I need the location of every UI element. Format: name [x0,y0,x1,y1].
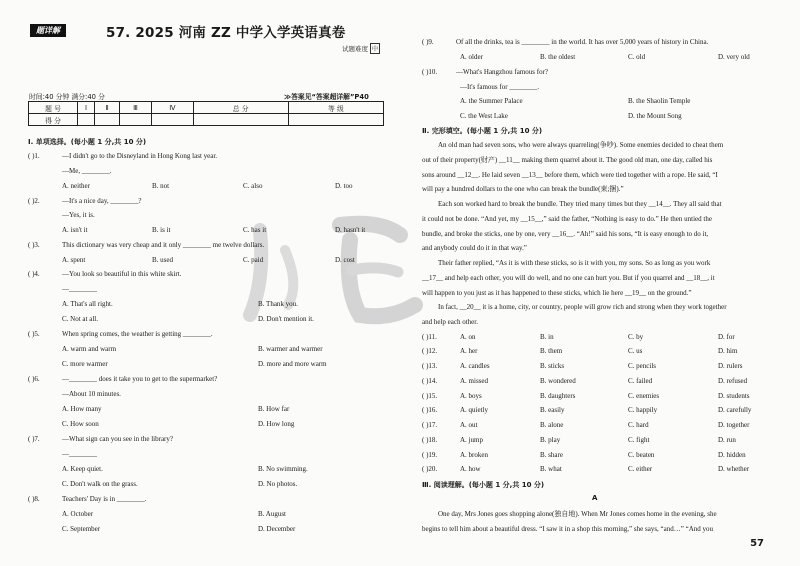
q14-option-a[interactable]: A. missed [460,377,488,385]
q2-option-b[interactable]: B. is it [152,226,171,234]
q18-option-c[interactable]: C. fight [628,436,650,444]
score-table-score-row [29,114,384,126]
q8-option-d[interactable]: D. December [258,525,296,533]
score-input-cell[interactable] [152,114,193,126]
q11-option-c[interactable]: C. by [628,333,644,341]
passage-a-label: A [592,494,598,502]
q1-option-a[interactable]: A. neither [62,182,90,190]
q4-option-a[interactable]: A. That's all right. [62,300,113,308]
q6-stem2: —About 10 minutes. [62,390,121,398]
q3-option-b[interactable]: B. used [152,256,173,264]
q12-option-b[interactable]: B. them [540,347,563,355]
time-score-info: 时间:40 分钟 满分:40 分 [29,93,105,101]
q2-option-a[interactable]: A. isn't it [62,226,88,234]
q2-option-c[interactable]: C. has it [243,226,267,234]
score-cell: 等 级 [288,102,383,114]
q6-option-c[interactable]: C. How soon [62,420,99,428]
q4-stem2: —________ [62,285,97,293]
q2-stem2: —Yes, it is. [62,211,95,219]
passage-line: An old man had seven sons, who were always quarreling(争吵). Some enemies decided to cheat them [438,141,724,149]
q11-option-a[interactable]: A. on [460,333,476,341]
q12-number: ( )12. [422,347,438,355]
score-cell: 题 号 [29,102,78,114]
section1-heading: Ⅰ. 单项选择。(每小题 1 分,共 10 分) [28,138,147,146]
q1-number: ( )1. [28,152,40,160]
difficulty-label: 试题难度 [342,45,368,53]
q1-option-d[interactable]: D. too [335,182,353,190]
q13-option-b[interactable]: B. sticks [540,362,565,370]
q7-option-d[interactable]: D. No photos. [258,480,298,488]
q9-number: ( )9. [422,38,434,46]
q6-number: ( )6. [28,375,40,383]
logo-badge: 题详解 [30,24,66,37]
q13-number: ( )13. [422,362,438,370]
score-cell: 总 分 [193,102,288,114]
q15-option-c[interactable]: C. enemies [628,392,660,400]
q9-option-b[interactable]: B. the oldest [540,53,576,61]
q18-option-d[interactable]: D. run [718,436,736,444]
passage-line: bundle, and broke the sticks, one by one, very __16__. “Ah!” said his sons, “It is easy enough to do it, [422,230,709,238]
passage-line: and anybody could do it in that way.” [422,244,527,252]
q11-number: ( )11. [422,333,437,341]
right-column [400,0,800,566]
q8-number: ( )8. [28,495,40,503]
q15-option-d[interactable]: D. students [718,392,750,400]
q10-option-a[interactable]: A. the Summer Palace [460,97,523,105]
passage-line: In fact, __20__ it is a home, city, or country, people will grow rich and strong when they work together [438,303,727,311]
q1-option-b[interactable]: B. not [152,182,170,190]
q7-stem: —What sign can you see in the library? [62,435,173,443]
q14-number: ( )14. [422,377,438,385]
q12-option-d[interactable]: D. him [718,347,738,355]
q3-number: ( )3. [28,241,40,249]
q5-stem: When spring comes, the weather is getting ________. [62,330,213,338]
q8-option-b[interactable]: B. August [258,510,287,518]
passage-line: and help each other. [422,318,478,326]
q20-option-a[interactable]: A. how [460,465,481,473]
score-table [28,101,384,126]
q14-option-b[interactable]: B. wondered [540,377,576,385]
q18-option-b[interactable]: B. play [540,436,561,444]
section3-heading: Ⅲ. 阅读理解。(每小题 1 分,共 10 分) [422,481,545,489]
score-cell: Ⅰ [78,102,95,114]
q7-option-a[interactable]: A. Keep quiet. [62,465,103,473]
score-input-cell[interactable] [193,114,288,126]
q8-stem: Teachers' Day is in ________. [62,495,147,503]
q16-option-d[interactable]: D. carefully [718,406,752,414]
q3-stem: This dictionary was very cheap and it only ________ me twelve dollars. [62,241,265,249]
q4-option-c[interactable]: C. Not at all. [62,315,98,323]
q4-number: ( )4. [28,270,40,278]
section2-heading: Ⅱ. 完形填空。(每小题 1 分,共 10 分) [422,127,543,135]
passage-line: Their father replied, “As it is with these sticks, so is it with you, my sons. So as long as you work [438,259,711,267]
q15-option-a[interactable]: A. boys [460,392,482,400]
q6-option-a[interactable]: A. How many [62,405,102,413]
q10-option-b[interactable]: B. the Shaolin Temple [628,97,691,105]
score-cell: 得 分 [29,114,78,126]
q13-option-a[interactable]: A. candles [460,362,490,370]
q6-option-b[interactable]: B. How far [258,405,290,413]
passage-line: will happen to you just as it has happened to these sticks, which lie here __19__ on the ground.” [422,289,692,297]
q4-option-d[interactable]: D. Don't mention it. [258,315,314,323]
passage-line: __17__ and help each other, you will do well, and no one can hurt you. But if you quarrel and __18__, it [422,274,715,282]
q10-option-c[interactable]: C. the West Lake [460,112,508,120]
q19-option-d[interactable]: D. hidden [718,451,746,459]
score-input-cell[interactable] [95,114,120,126]
q17-option-a[interactable]: A. out [460,421,478,429]
q11-option-d[interactable]: D. for [718,333,735,341]
score-cell: Ⅲ [119,102,151,114]
q2-option-d[interactable]: D. hasn't it [335,226,366,234]
q5-option-b[interactable]: B. warmer and warmer [258,345,323,353]
score-table-header-row [29,102,384,114]
passage-line: it could not be done. “And yet, my __15__,” said the father, “Nothing is easy to do.” He then untied the [422,215,712,223]
q16-option-a[interactable]: A. quietly [460,406,488,414]
q7-option-c[interactable]: C. Don't walk on the grass. [62,480,138,488]
q12-option-a[interactable]: A. her [460,347,478,355]
q7-stem2: —________ [62,450,97,458]
q5-number: ( )5. [28,330,40,338]
q9-option-a[interactable]: A. older [460,53,483,61]
q10-stem: —What's Hangzhou famous for? [456,68,549,76]
q10-number: ( )10. [422,68,438,76]
passage-line: sons around __12__. He laid seven __13__ before them, which were tied together with a rope. He said, “I [422,171,718,179]
q8-option-c[interactable]: C. September [62,525,101,533]
q12-option-c[interactable]: C. us [628,347,643,355]
q10-stem2: —It's famous for ________. [460,83,540,91]
q3-option-d[interactable]: D. cost [335,256,355,264]
q17-option-b[interactable]: B. alone [540,421,564,429]
q20-option-d[interactable]: D. whether [718,465,750,473]
q6-option-d[interactable]: D. How long [258,420,295,428]
passage-line: will pay a hundred dollars to the one who can break the bundle(束;捆).” [422,185,624,193]
q19-option-b[interactable]: B. share [540,451,563,459]
q13-option-c[interactable]: C. pencils [628,362,656,370]
q2-number: ( )2. [28,197,40,205]
q19-option-c[interactable]: C. beaten [628,451,655,459]
q16-option-c[interactable]: C. happily [628,406,658,414]
q1-stem: —I didn't go to the Disneyland in Hong Kong last year. [62,152,218,160]
q6-stem: —________ does it take you to get to the supermarket? [62,375,218,383]
q8-option-a[interactable]: A. October [62,510,94,518]
q20-option-b[interactable]: B. what [540,465,562,473]
q5-option-c[interactable]: C. more warmer [62,360,108,368]
difficulty-value: 中 [370,43,380,54]
q16-number: ( )16. [422,406,438,414]
q1-option-c[interactable]: C. also [243,182,263,190]
q19-number: ( )19. [422,451,438,459]
passage-line: out of their property(财产) __11__ making them quarrel about it. The good old man, one day, called his [422,156,713,164]
q14-option-d[interactable]: D. refused [718,377,748,385]
q9-option-d[interactable]: D. very old [718,53,750,61]
score-input-cell[interactable] [288,114,383,126]
q20-number: ( )20. [422,465,438,473]
difficulty-indicator [342,43,380,54]
q13-option-d[interactable]: D. rulers [718,362,743,370]
reading-line: begins to tell him about a beautiful dress. “I saw it in a shop this morning,” she says, “and…” “And you [422,525,714,533]
q20-option-c[interactable]: C. either [628,465,653,473]
reading-line: One day, Mrs Jones goes shopping alone(独自地). When Mr Jones comes home in the evening, she [438,510,717,518]
q2-stem: —It's a nice day, ________? [62,197,142,205]
q17-option-d[interactable]: D. together [718,421,750,429]
q3-option-c[interactable]: C. paid [243,256,264,264]
q14-option-c[interactable]: C. failed [628,377,653,385]
q9-option-c[interactable]: C. old [628,53,646,61]
q16-option-b[interactable]: B. easily [540,406,565,414]
q17-option-c[interactable]: C. hard [628,421,649,429]
score-cell: Ⅱ [95,102,120,114]
q4-option-b[interactable]: B. Thank you. [258,300,298,308]
q19-option-a[interactable]: A. broken [460,451,488,459]
page-title: 57. 2025 河南 ZZ 中学入学英语真卷 [106,25,346,41]
page-number: 57 [750,538,764,549]
score-input-cell[interactable] [119,114,151,126]
q11-option-b[interactable]: B. in [540,333,554,341]
score-input-cell[interactable] [78,114,95,126]
q18-number: ( )18. [422,436,438,444]
q5-option-d[interactable]: D. more and more warm [258,360,327,368]
q15-number: ( )15. [422,392,438,400]
q3-option-a[interactable]: A. spent [62,256,86,264]
q7-option-b[interactable]: B. No swimming. [258,465,308,473]
q4-stem: —You look so beautiful in this white skirt. [62,270,182,278]
q18-option-a[interactable]: A. jump [460,436,483,444]
q1-stem2: —Me, ________. [62,167,112,175]
score-cell: Ⅳ [152,102,193,114]
q5-option-a[interactable]: A. warm and warm [62,345,117,353]
q9-stem: Of all the drinks, tea is ________ in the world. It has over 5,000 years of history in China. [456,38,709,46]
q15-option-b[interactable]: B. daughters [540,392,576,400]
q7-number: ( )7. [28,435,40,443]
q10-option-d[interactable]: D. the Mount Song [628,112,682,120]
passage-line: Each son worked hard to break the bundle. They tried many times but they __14__. They all said that [438,200,722,208]
q17-number: ( )17. [422,421,438,429]
answer-reference: ≫答案见“答案超详解”P40 [284,93,369,101]
